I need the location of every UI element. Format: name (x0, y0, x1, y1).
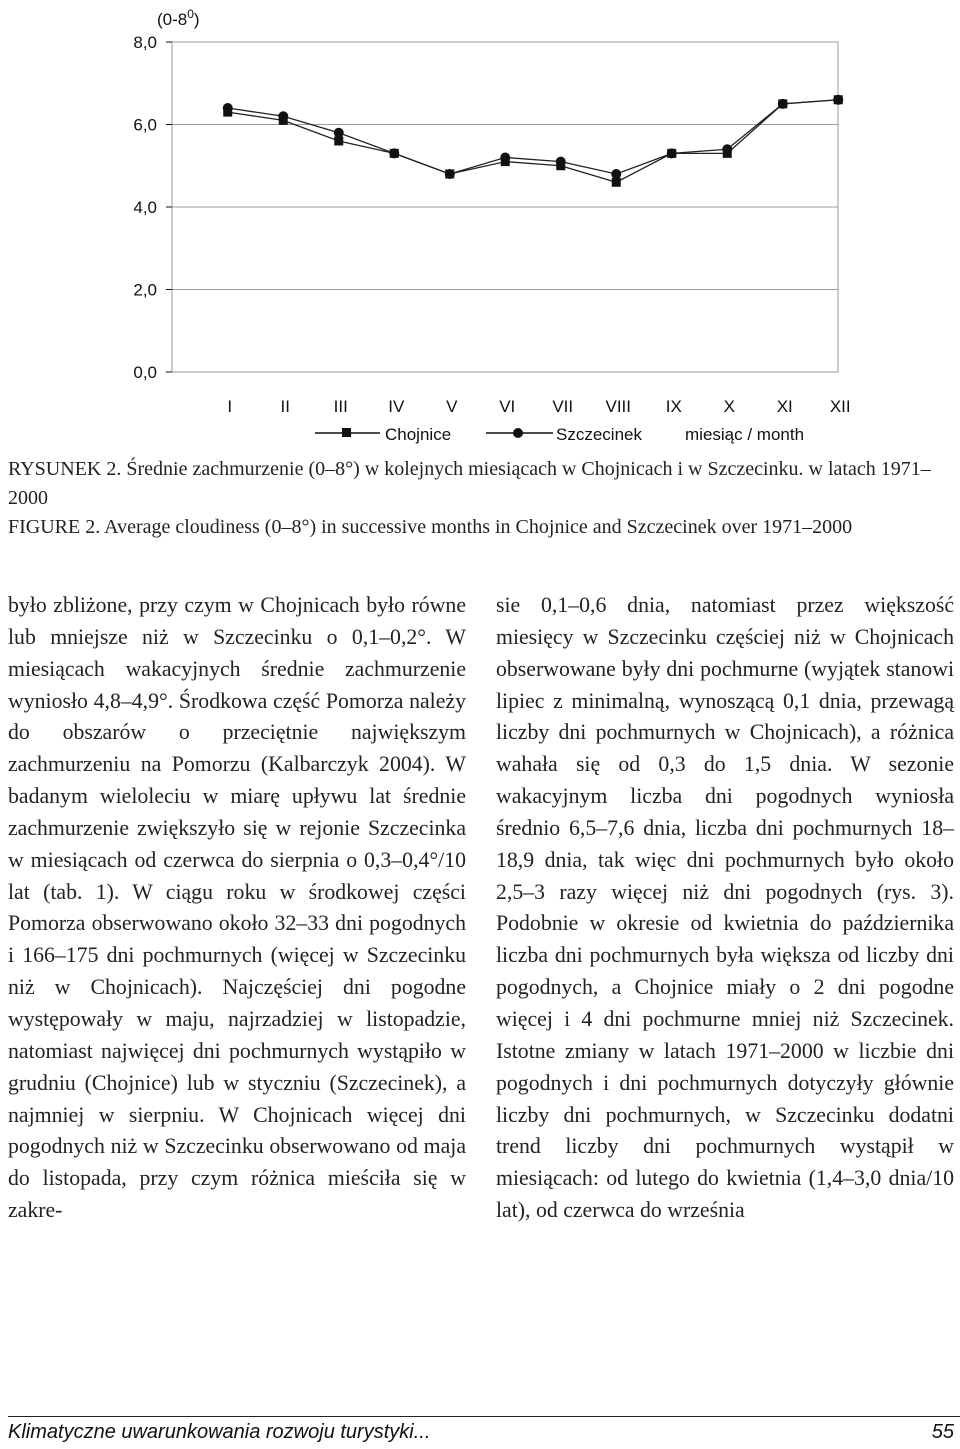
x-axis-title: miesiąc / month (685, 425, 805, 444)
data-point-szczecinek (722, 144, 732, 154)
y-tick-label: 0,0 (133, 363, 157, 382)
data-point-chojnice (612, 178, 621, 187)
grid-layer (172, 42, 838, 372)
x-axis (227, 397, 850, 416)
x-tick-label: III (333, 397, 348, 416)
y-tick-label: 8,0 (133, 33, 157, 52)
x-tick-label: VI (499, 397, 516, 416)
x-tick-label: X (723, 397, 735, 416)
footer-rule (8, 1416, 960, 1417)
data-point-szczecinek (334, 128, 344, 138)
data-point-szczecinek (278, 111, 288, 121)
legend-label-chojnice: Chojnice (385, 425, 452, 444)
data-point-szczecinek (223, 103, 233, 113)
page-number: 55 (931, 1421, 954, 1443)
body-text-right-column: sie 0,1–0,6 dnia, natomiast przez większość miesięcy w Szczecinku częściej niż w Chojnicach obserwowane były dni pochmurne (wyjątek stanowi lipiec z minimalną, wynoszącą 0,1 dnia, przewagą liczby dni pochmurnych w Chojnicach), a różnica wahała się od 0,3 do 1,5 dnia. W sezonie wakacyjnym liczba dni pogodnych wyniosła średnio 6,5–7,6 dnia, liczba dni pochmurnych 18–18,9 dnia, tak więc dni pochmurnych było około 2,5–3 razy więcej niż dni pogodnych (rys. 3). Podobnie w okresie od kwietnia do października liczba dni pochmurnych była większa od liczby dni pogodnych, a Chojnice miały o 2 dni pogodne więcej i 4 dni pochmurne mniej niż Szczecinek. Istotne zmiany w latach 1971–2000 w liczbie dni pogodnych i dni pochmurnych dotyczyły głównie liczby dni pochmurnych, w Szczecinku dodatni trend liczby dni pochmurnych wystąpił w miesiącach: od lutego do kwietnia (1,4–3,0 dnia/10 lat), od czerwca do września (496, 593, 954, 1223)
body-text-left-column: było zbliżone, przy czym w Chojnicach było równe lub mniejsze niż w Szczecinku o 0,1–0,2°. W miesiącach wakacyjnych średnie zachmurzenie wyniosło 4,8–4,9°. Środkowa część Pomorza należy do obszarów o przeciętnie największym zachmurzeniu na Pomorzu (Kalbarczyk 2004). W badanym wieloleciu w miarę upływu lat średnie zachmurzenie zwiększyło się w rejonie Szczecinka w miesiącach od czerwca do sierpnia o 0,3–0,4°/10 lat (tab. 1). W ciągu roku w środkowej części Pomorza obserwowano około 32–33 dni pogodnych i 166–175 dni pochmurnych (więcej w Szczecinku niż w Chojnicach). Najczęściej dni pogodne występowały w maju, najrzadziej w listopadzie, natomiast najwięcej dni pochmurnych wystąpiło w grudniu (Chojnice) lub w styczniu (Szczecinek), a najmniej w sierpniu. W Chojnicach więcej dni pogodnych niż w Szczecinku obserwowano od maja do listopada, przy czym różnica mieściła się w zakre- (8, 593, 466, 1223)
x-tick-label: VII (552, 397, 574, 416)
figure-caption-polish: RYSUNEK 2. Średnie zachmurzenie (0–8°) w kolejnych miesiącach w Chojnicach i w Szczecinku. w latach 1971–2000 (8, 458, 931, 509)
data-point-szczecinek (667, 148, 677, 158)
legend-circle-marker-szczecinek (513, 428, 523, 438)
data-point-szczecinek (833, 95, 843, 105)
y-unit-label: $(0-8^0)$ (157, 7, 200, 29)
figure-caption-english: FIGURE 2. Average cloudiness (0–8°) in successive months in Chojnice and Szczecinek over 1971–2000 (8, 516, 853, 538)
x-tick-label: V (446, 397, 458, 416)
x-tick-label: XI (776, 397, 793, 416)
legend-label-szczecinek: Szczecinek (556, 425, 642, 444)
series-line-chojnice (228, 100, 839, 183)
data-point-szczecinek (445, 169, 455, 179)
data-point-szczecinek (500, 153, 510, 163)
y-unit-degree: 0 (187, 7, 194, 21)
y-tick-label: 2,0 (133, 280, 157, 300)
x-tick-label: II (280, 397, 290, 416)
legend (315, 425, 804, 444)
y-tick-label: 4,0 (133, 198, 157, 217)
x-tick-label: IV (388, 397, 405, 416)
series-layer (223, 95, 844, 187)
data-point-szczecinek (611, 169, 621, 179)
y-axis (133, 33, 172, 382)
legend-square-marker-chojnice (342, 428, 351, 437)
running-footer-title: Klimatyczne uwarunkowania rozwoju turystyki... (8, 1421, 431, 1443)
y-tick-label: 6,0 (133, 115, 157, 135)
data-point-szczecinek (556, 157, 566, 167)
x-tick-label: XII (829, 397, 851, 416)
x-tick-label: VIII (605, 397, 632, 416)
data-point-chojnice (334, 137, 343, 146)
x-tick-label: I (227, 397, 233, 416)
data-point-szczecinek (389, 148, 399, 158)
x-tick-label: IX (665, 397, 682, 416)
cloudiness-chart (0, 0, 960, 450)
data-point-szczecinek (778, 99, 788, 109)
